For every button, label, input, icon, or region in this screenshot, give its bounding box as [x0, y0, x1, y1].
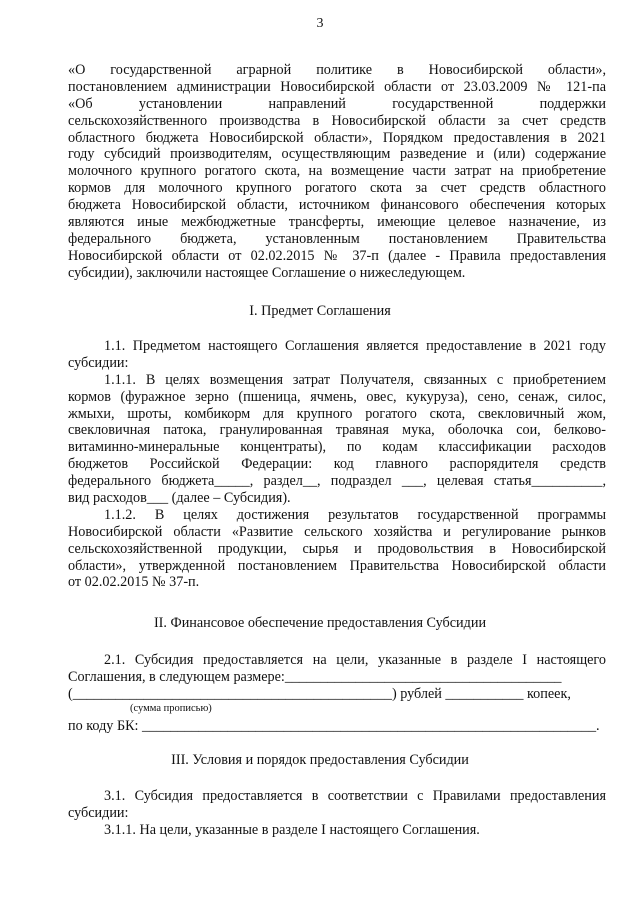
text-line: жмыхи, шроты, комбикорм для крупного рогатого скота, свекловичный жом, [68, 405, 606, 422]
intro-paragraph [68, 62, 606, 282]
text-line: Новосибирской области от 02.02.2015 № 37-п (далее - Правила предоставления [68, 247, 606, 264]
bk-code-line: по коду БК: ________________________________________________________________. [68, 718, 600, 734]
text-line: Новосибирской области «Развитие сельского хозяйства и регулирование рынков [68, 523, 606, 540]
text-line: кормов для молочного крупного рогатого скота за счет средств областного [68, 180, 606, 197]
text-line: областного бюджета Новосибирской области», Порядком предоставления в 2021 [68, 129, 606, 146]
text-line: витаминно-минеральные концентраты), по кодам классификации расходов [68, 439, 606, 456]
text-line: молочного крупного рогатого скота, на возмещение части затрат на приобретение [68, 163, 606, 180]
text-line: 2.1. Субсидия предоставляется на цели, указанные в разделе I настоящего [104, 652, 606, 668]
text-line: бюджета Новосибирской области, источником финансового обеспечения которых [68, 197, 606, 214]
text-line: 1.1.1. В целях возмещения затрат Получателя, связанных с приобретением [104, 371, 606, 388]
text-line: году субсидий производителям, осуществляющим разведение и (или) содержание [68, 146, 606, 163]
section3-body [68, 788, 606, 839]
text-line: субсидии: [68, 354, 129, 371]
text-line: вид расходов___ (далее – Субсидия). [68, 490, 291, 507]
amount-words-line: (_____________________________________________) рублей ___________ копеек, [68, 685, 571, 702]
section-heading-1: I. Предмет Соглашения [249, 303, 391, 319]
text-line: федерального бюджета, установленным постановлением Правительства [68, 230, 606, 247]
amount-caption: (сумма прописью) [130, 703, 212, 714]
text-line: кормов (фуражное зерно (пшеница, ячмень, овес, кукуруза), сено, сенаж, силос, [68, 388, 606, 405]
text-line: бюджетов Российской Федерации: код главного распорядителя средств [68, 456, 606, 473]
section-heading-3: III. Условия и порядок предоставления Субсидии [171, 752, 469, 768]
text-line: сельскохозяйственного производства в Новосибирской области за счет средств [68, 112, 606, 129]
section2-bk [68, 718, 606, 735]
text-line: от 02.02.2015 № 37-п. [68, 574, 200, 591]
page-number: 3 [316, 16, 324, 31]
section2-body [68, 652, 606, 703]
text-line: являются иные межбюджетные трансферты, имеющие целевое назначение, из [68, 214, 606, 231]
text-line: субсидии), заключили настоящее Соглашение о нижеследующем. [68, 264, 466, 281]
section1-body [68, 338, 606, 591]
section-heading-2: II. Финансовое обеспечение предоставления Субсидии [153, 615, 487, 631]
text-line: «О государственной аграрной политике в Новосибирской области», [68, 62, 606, 78]
text-line: «Об установлении направлений государственной поддержки [68, 95, 606, 112]
text-line: 3.1.1. На цели, указанные в разделе I настоящего Соглашения. [104, 821, 480, 838]
text-line: области», утвержденной постановлением Правительства Новосибирской области [68, 557, 606, 574]
text-line: субсидии: [68, 804, 129, 821]
text-line: постановлением администрации Новосибирской области от 23.03.2009 № 121-па [68, 78, 606, 95]
text-line: сельскохозяйственной продукции, сырья и продовольствия в Новосибирской [68, 540, 606, 557]
text-line: 3.1. Субсидия предоставляется в соответствии с Правилами предоставления [104, 788, 606, 804]
text-line: 1.1.2. В целях достижения результатов государственной программы [104, 506, 606, 523]
text-line: 1.1. Предметом настоящего Соглашения является предоставление в 2021 году [104, 338, 606, 354]
text-line: свекловичная патока, гранулированная травяная мука, оболочка сои, белково- [68, 422, 606, 439]
amount-field-line: Соглашения, в следующем размере:_______________________________________ [68, 668, 562, 685]
text-line: федерального бюджета_____, раздел__, подраздел ___, целевая статья__________, [68, 473, 606, 490]
